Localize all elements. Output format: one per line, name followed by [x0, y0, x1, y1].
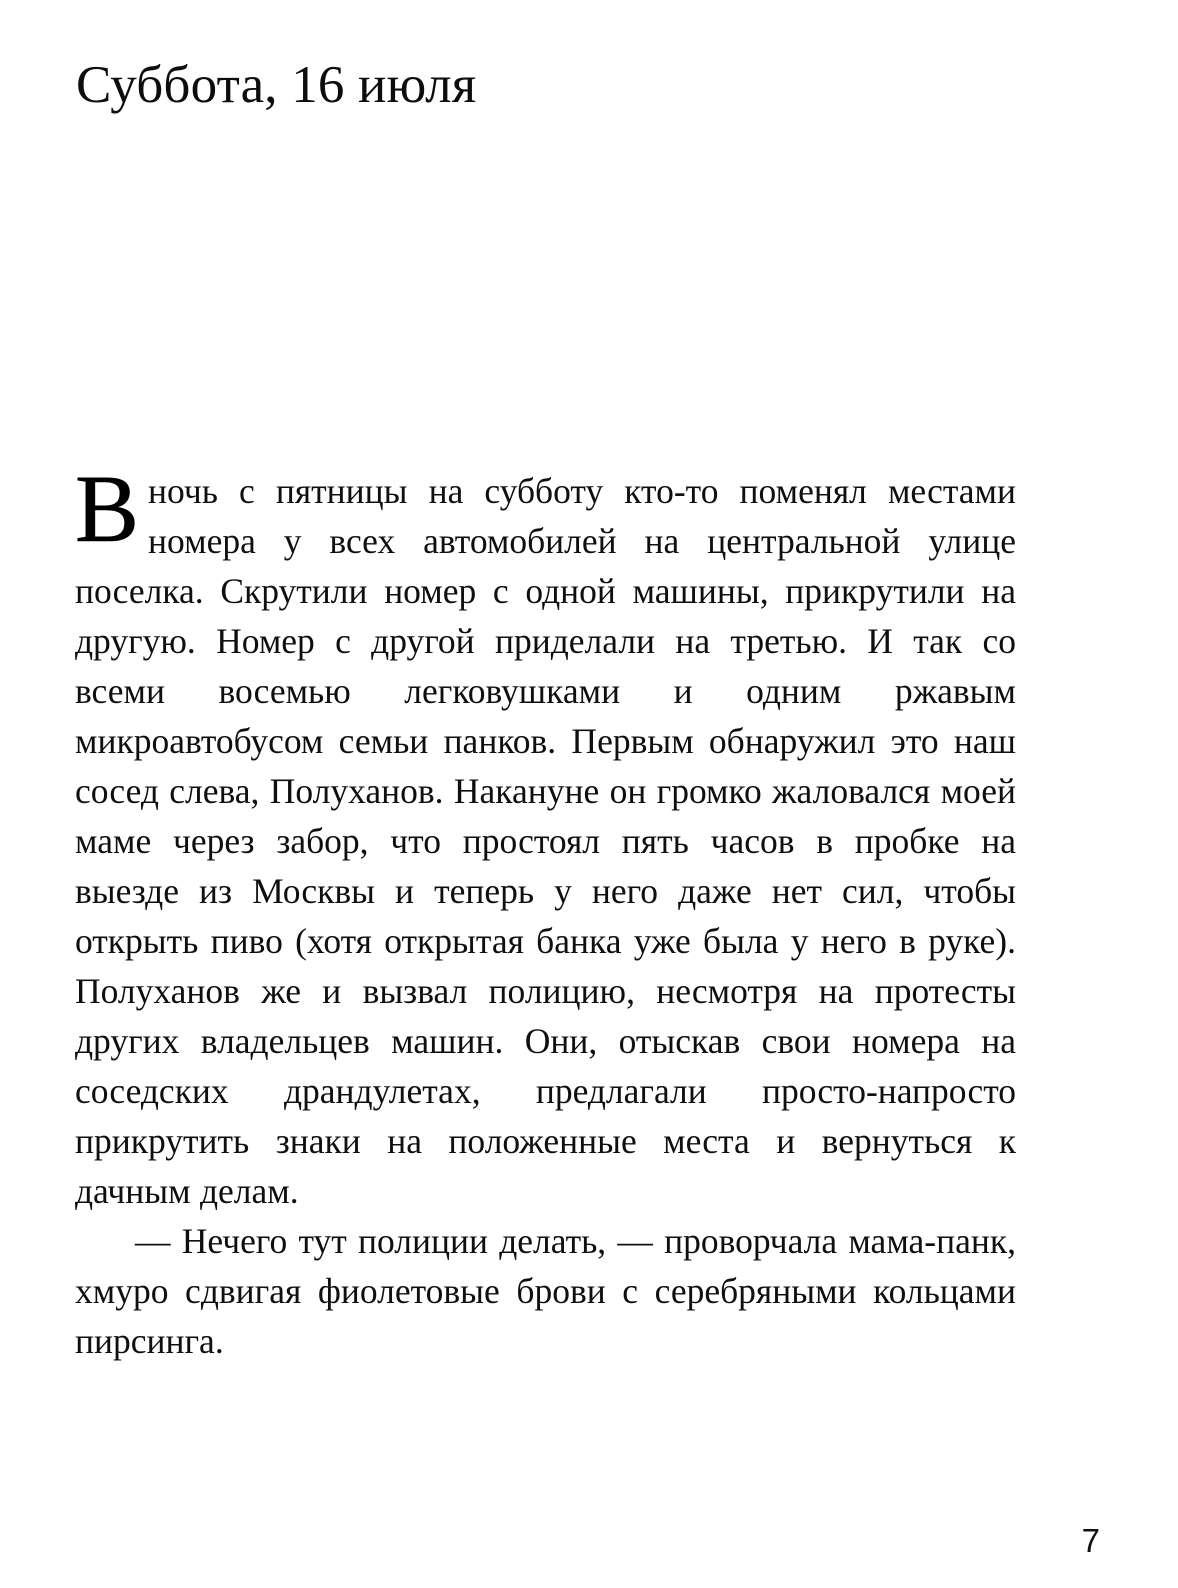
drop-cap: В	[75, 455, 140, 562]
page-title: Суббота, 16 июля	[76, 55, 477, 114]
paragraph-dialogue: — Нечего тут полиции делать, — проворчала мама-панк, хмуро сдвигая фиолетовые брови с серебряными кольцами пирсинга.	[75, 1221, 1016, 1361]
paragraph-opening-text: ночь с пятницы на субботу кто-то поменял местами номера у всех автомобилей на центральной улице поселка. Скрутили номер с одной машины, прикрутили на другую. Номер с другой приделали на третью. И так со всеми восемью легковушками и одним ржавым микроавтобусом семьи панков. Первым обнаружил это наш сосед слева, Полуханов. Накануне он громко жаловался моей маме через забор, что простоял пять часов в пробке на выезде из Москвы и теперь у него даже нет сил, чтобы открыть пиво (хотя открытая банка уже была у него в руке). Полуханов же и вызвал полицию, несмотря на протесты других владельцев машин. Они, отыскав свои номера на соседских драндулетах, предлагали просто-напросто прикрутить знаки на положенные места и вернуться к дачным делам.	[75, 471, 1016, 1211]
page-number: 7	[1081, 1522, 1100, 1559]
paragraph-opening	[75, 455, 1016, 1216]
body-text-block	[75, 455, 1016, 1366]
